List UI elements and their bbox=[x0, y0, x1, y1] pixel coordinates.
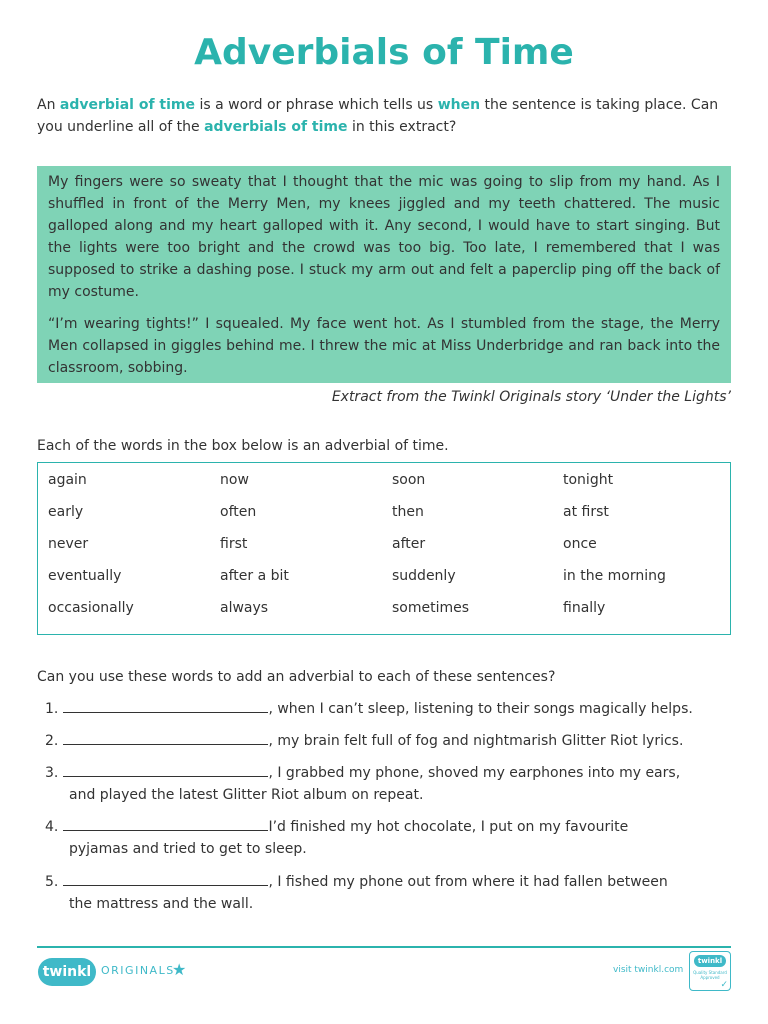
word-item: once bbox=[563, 536, 597, 552]
question-3 bbox=[45, 762, 680, 806]
answer-blank-4[interactable] bbox=[63, 816, 268, 831]
extract-paragraph-1: My fingers were so sweaty that I thought that the mic was going to slip from my hand. As I shuffled in front of the Merry Men, my knees jiggled and my teeth chattered. The music galloped along and my heart galloped with it. Any second, I would have to start singing. But the lights were too bright and the crowd was too big. Too late, I remembered that I was supposed to strike a dashing pose. I stuck my arm out and felt a paperclip ping off the back of my costume. bbox=[48, 174, 720, 300]
word-box-intro: Each of the words in the box below is an adverbial of time. bbox=[37, 438, 449, 454]
answer-blank-2[interactable] bbox=[63, 730, 268, 745]
word-item: occasionally bbox=[48, 600, 134, 616]
word-item: always bbox=[220, 600, 269, 616]
visit-link[interactable]: visit twinkl.com bbox=[613, 965, 684, 975]
word-item: soon bbox=[392, 472, 426, 488]
word-item: finally bbox=[563, 600, 606, 616]
keyword-adverbial-of-time: adverbial of time bbox=[59, 97, 195, 113]
question-continuation: pyjamas and tried to get to sleep. bbox=[69, 841, 307, 857]
question-number: 4. bbox=[45, 819, 59, 835]
question-number: 1. bbox=[45, 701, 59, 717]
word-item: suddenly bbox=[392, 568, 456, 584]
word-item: after bbox=[392, 536, 426, 552]
question-continuation: and played the latest Glitter Riot album on repeat. bbox=[69, 787, 424, 803]
word-item: often bbox=[220, 504, 257, 520]
question-text: , when I can’t sleep, listening to their songs magically helps. bbox=[268, 701, 693, 717]
word-item: after a bit bbox=[220, 568, 289, 584]
page-title: Adverbials of Time bbox=[194, 32, 574, 73]
intro-text-2: is a word or phrase which tells us bbox=[195, 97, 438, 113]
intro-text-3: the sentence is taking place. Can you underline all of the bbox=[37, 97, 719, 135]
badge-text: Quality Standard Approved bbox=[693, 970, 727, 980]
keyword-when: when bbox=[437, 97, 481, 113]
word-item: again bbox=[48, 472, 87, 488]
questions-intro: Can you use these words to add an adverbial to each of these sentences? bbox=[37, 669, 556, 685]
word-item: sometimes bbox=[392, 600, 470, 616]
question-text: , I fished my phone out from where it had fallen between bbox=[268, 874, 668, 890]
extract-box bbox=[37, 166, 731, 383]
word-item: now bbox=[220, 472, 249, 488]
word-box bbox=[37, 462, 731, 635]
keyword-adverbials-of-time: adverbials of time bbox=[204, 119, 348, 135]
footer-divider bbox=[37, 946, 731, 948]
question-number: 5. bbox=[45, 874, 59, 890]
question-number: 3. bbox=[45, 765, 59, 781]
intro-text-4: in this extract? bbox=[347, 119, 457, 135]
intro-text bbox=[37, 94, 733, 138]
question-4 bbox=[45, 816, 628, 860]
question-text: , my brain felt full of fog and nightmarish Glitter Riot lyrics. bbox=[268, 733, 684, 749]
question-text: , I grabbed my phone, shoved my earphones into my ears, bbox=[268, 765, 681, 781]
badge-logo: twinkl bbox=[694, 955, 726, 967]
check-icon: ✓ bbox=[720, 980, 728, 990]
question-text: I’d finished my hot chocolate, I put on my favourite bbox=[268, 819, 629, 835]
twinkl-logo: twinkl bbox=[38, 958, 96, 986]
question-5 bbox=[45, 871, 668, 915]
word-item: in the morning bbox=[563, 568, 666, 584]
word-item: tonight bbox=[563, 472, 614, 488]
answer-blank-5[interactable] bbox=[63, 871, 268, 886]
word-item: at first bbox=[563, 504, 609, 520]
word-item: never bbox=[48, 536, 89, 552]
word-item: then bbox=[392, 504, 424, 520]
extract-paragraph-2: “I’m wearing tights!” I squealed. My face went hot. As I stumbled from the stage, the Merry Men collapsed in giggles behind me. I threw the mic at Miss Underbridge and ran back into the classroom, sobbing. bbox=[48, 316, 720, 376]
answer-blank-3[interactable] bbox=[63, 762, 268, 777]
intro-text-1: An bbox=[37, 97, 60, 113]
question-1 bbox=[45, 698, 693, 720]
word-item: early bbox=[48, 504, 84, 520]
word-item: first bbox=[220, 536, 248, 552]
word-item: eventually bbox=[48, 568, 122, 584]
question-continuation: the mattress and the wall. bbox=[69, 896, 254, 912]
star-icon: ★ bbox=[172, 960, 187, 979]
question-number: 2. bbox=[45, 733, 59, 749]
originals-label: ORIGINALS bbox=[101, 964, 175, 977]
question-2 bbox=[45, 730, 683, 752]
answer-blank-1[interactable] bbox=[63, 698, 268, 713]
extract-source: Extract from the Twinkl Originals story ‘Under the Lights’ bbox=[331, 389, 731, 405]
quality-badge bbox=[689, 951, 731, 991]
